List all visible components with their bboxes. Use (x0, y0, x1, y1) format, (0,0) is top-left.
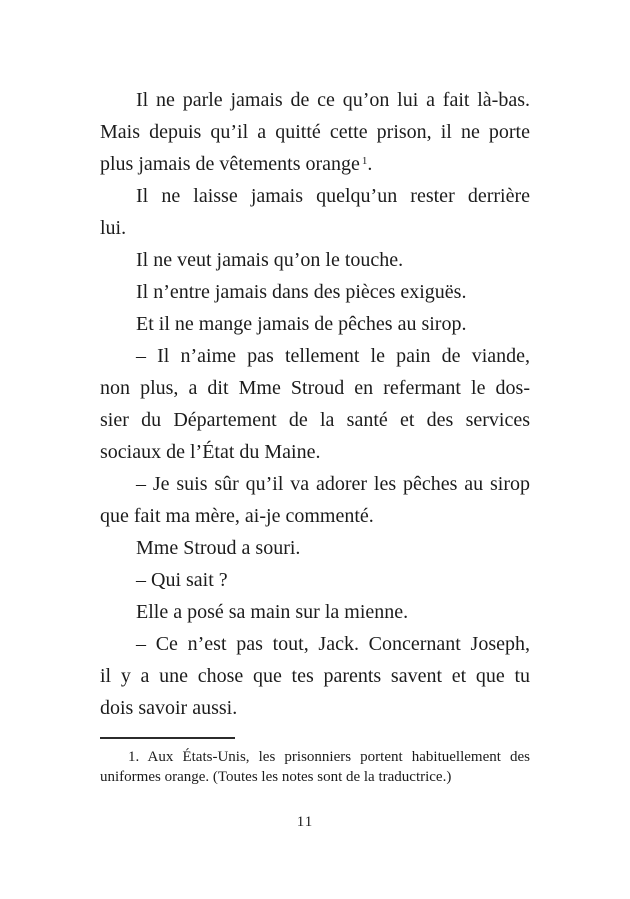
footnote-block (100, 737, 530, 787)
text-line: non plus, a dit Mme Stroud en refermant le dos- (100, 377, 530, 399)
text-line: – Il n’aime pas tellement le pain de viande, (136, 345, 530, 367)
text-line: Elle a posé sa main sur la mienne. (136, 601, 409, 623)
text-line: plus jamais de vêtements orange $^1$. (100, 153, 373, 175)
text-line: lui. (100, 217, 127, 239)
text-line: 1. Aux États-Unis, les prisonniers portent habituellement des (128, 749, 530, 765)
page-number: 11 (296, 814, 314, 830)
footnote-text (100, 747, 530, 787)
text-line: Il ne laisse jamais quelqu’un rester derrière (136, 185, 530, 207)
text-line: – Je suis sûr qu’il va adorer les pêches au sirop (136, 473, 530, 495)
text-line: Mais depuis qu’il a quitté cette prison, il ne porte (100, 121, 530, 143)
text-line: Il ne veut jamais qu’on le touche. (136, 249, 404, 271)
text-line: dois savoir aussi. (100, 697, 238, 719)
text-line: il y a une chose que tes parents savent et que tu (100, 665, 530, 687)
text-line: Il ne parle jamais de ce qu’on lui a fait là-bas. (136, 89, 530, 111)
text-line: uniformes orange. (Toutes les notes sont de la traductrice.) (100, 769, 452, 785)
text-line: Il n’entre jamais dans des pièces exiguës. (136, 281, 467, 303)
footnote-divider (100, 737, 235, 739)
text-line: Et il ne mange jamais de pêches au sirop. (136, 313, 467, 335)
text-line: que fait ma mère, ai-je commenté. (100, 505, 374, 527)
body-text-block (100, 84, 530, 724)
text-line: – Ce n’est pas tout, Jack. Concernant Joseph, (136, 633, 530, 655)
text-line: sier du Département de la santé et des services (100, 409, 530, 431)
text-line: sociaux de l’État du Maine. (100, 441, 321, 463)
footnote-reference: 1 (361, 155, 368, 167)
text-line: Mme Stroud a souri. (136, 537, 301, 559)
text-line: – Qui sait ? (136, 569, 228, 591)
